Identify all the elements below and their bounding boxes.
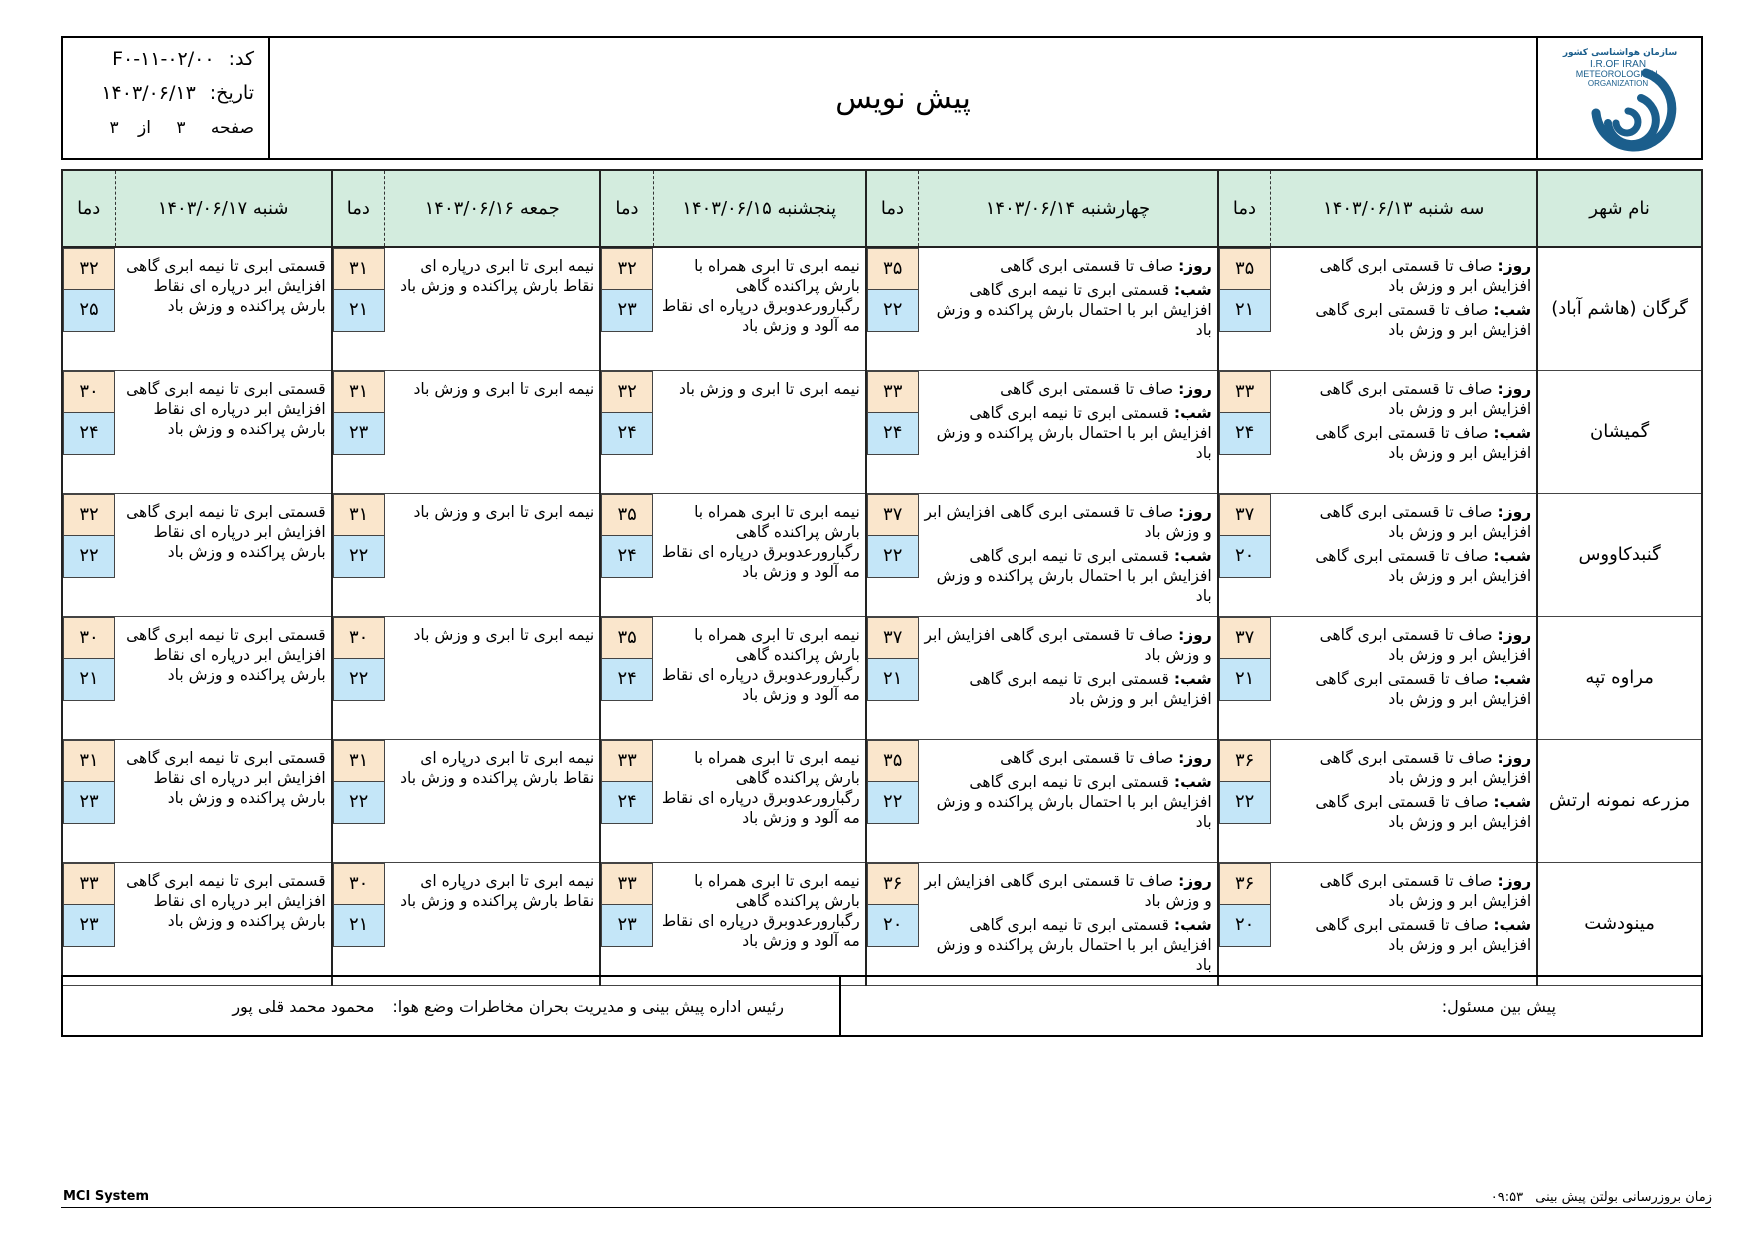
day-forecast — [923, 625, 1212, 665]
forecast-description — [115, 616, 332, 739]
temperature-cell — [62, 247, 115, 370]
day-column-header: جمعه ۱۴۰۳/۰۶/۱۶ — [385, 170, 601, 247]
forecast-text: قسمتی ابری تا نیمه ابری گاهی افزایش ابر درپاره ای نقاط بارش پراکنده و وزش باد — [126, 748, 326, 807]
min-temp: ۲۲ — [333, 659, 385, 701]
night-forecast — [923, 546, 1212, 606]
day-label: روز: — [1178, 379, 1212, 398]
max-temp: ۳۶ — [1219, 863, 1271, 905]
min-temp: ۲۲ — [63, 536, 115, 578]
min-temp: ۲۳ — [333, 413, 385, 455]
temperature-cell — [62, 616, 115, 739]
night-text: قسمتی ابری تا نیمه ابری گاهی افزایش ابر و وزش باد — [969, 669, 1212, 708]
night-text: صاف تا قسمتی ابری گاهی افزایش ابر و وزش باد — [1315, 792, 1532, 831]
temp-column-header: دما — [332, 170, 385, 247]
day-text: صاف تا قسمتی ابری گاهی افزایش ابر و وزش باد — [1319, 502, 1532, 541]
forecast-description — [919, 247, 1218, 370]
min-temp: ۲۲ — [1219, 782, 1271, 824]
forecast-text: قسمتی ابری تا نیمه ابری گاهی افزایش ابر درپاره ای نقاط بارش پراکنده و وزش باد — [126, 625, 326, 684]
forecaster-label: پیش بین مسئول: — [1441, 996, 1556, 1016]
min-temp: ۲۳ — [63, 905, 115, 947]
min-temp: ۲۳ — [63, 782, 115, 824]
day-text: صاف تا قسمتی ابری گاهی افزایش ابر و وزش باد — [1319, 625, 1532, 664]
temp-column-header: دما — [1218, 170, 1271, 247]
temp-column-header: دما — [600, 170, 653, 247]
day-text: صاف تا قسمتی ابری گاهی — [1000, 379, 1174, 398]
night-label: شب: — [1493, 546, 1532, 565]
night-forecast — [1275, 792, 1532, 832]
table-row — [62, 370, 1702, 493]
day-text: صاف تا قسمتی ابری گاهی — [1000, 257, 1174, 275]
forecast-text: نیمه ابری تا ابری درپاره ای نقاط بارش پراکنده و وزش باد — [400, 871, 595, 910]
max-temp: ۳۰ — [333, 863, 385, 905]
min-temp: ۲۲ — [333, 782, 385, 824]
temperature-cell — [332, 616, 385, 739]
min-temp: ۲۲ — [333, 536, 385, 578]
forecast-text: نیمه ابری تا ابری درپاره ای نقاط بارش پراکنده و وزش باد — [400, 748, 595, 787]
max-temp: ۳۵ — [867, 740, 919, 782]
day-label: روز: — [1178, 748, 1212, 767]
min-temp: ۲۲ — [867, 782, 919, 824]
forecast-description — [385, 493, 601, 616]
page-total: ۳ — [109, 118, 119, 138]
day-forecast — [923, 379, 1212, 399]
temperature-cell — [600, 862, 653, 985]
forecast-table — [61, 169, 1703, 986]
head-label: رئیس اداره پیش بینی و مدیریت بحران مخاطرات وضع هوا: — [392, 996, 784, 1016]
temperature-cell — [62, 862, 115, 985]
forecast-text: قسمتی ابری تا نیمه ابری گاهی افزایش ابر درپاره ای نقاط بارش پراکنده و وزش باد — [126, 257, 326, 315]
day-label: روز: — [1497, 625, 1532, 644]
forecast-description — [385, 616, 601, 739]
meteorological-organization-logo-icon — [1546, 43, 1694, 153]
day-text: صاف تا قسمتی ابری گاهی افزایش ابر و وزش باد — [924, 871, 1212, 910]
forecast-description — [919, 493, 1218, 616]
day-forecast — [923, 871, 1212, 911]
logo-en-line1: I.R.OF IRAN — [1589, 59, 1646, 70]
night-text: قسمتی ابری تا نیمه ابری گاهی افزایش ابر با احتمال بارش پراکنده و وزش باد — [936, 403, 1212, 462]
min-temp: ۲۲ — [867, 536, 919, 578]
date-label: تاریخ: — [209, 82, 254, 104]
forecast-text: قسمتی ابری تا نیمه ابری گاهی افزایش ابر درپاره ای نقاط بارش پراکنده و وزش باد — [126, 871, 326, 930]
system-name: MCI System — [63, 1189, 149, 1204]
min-temp: ۲۳ — [601, 290, 653, 332]
forecast-text: نیمه ابری تا ابری و وزش باد — [413, 625, 595, 644]
forecast-text: نیمه ابری تا ابری و وزش باد — [413, 502, 595, 521]
night-forecast — [1275, 669, 1532, 709]
day-forecast — [1275, 871, 1532, 911]
night-label: شب: — [1493, 792, 1532, 811]
day-label: روز: — [1178, 502, 1212, 521]
night-text: صاف تا قسمتی ابری گاهی افزایش ابر و وزش باد — [1315, 915, 1532, 954]
temperature-cell — [1218, 616, 1271, 739]
temperature-cell — [866, 247, 919, 370]
day-label: روز: — [1178, 257, 1212, 275]
max-temp: ۳۳ — [601, 740, 653, 782]
document-header — [61, 36, 1703, 160]
max-temp: ۳۰ — [63, 371, 115, 413]
max-temp: ۳۲ — [601, 248, 653, 290]
city-name: گرگان (هاشم آباد) — [1537, 247, 1702, 370]
temperature-cell — [332, 370, 385, 493]
min-temp: ۲۱ — [867, 659, 919, 701]
night-text: صاف تا قسمتی ابری گاهی افزایش ابر و وزش باد — [1315, 301, 1532, 339]
min-temp: ۲۴ — [601, 536, 653, 578]
signature-footer — [61, 975, 1703, 1037]
night-forecast — [1275, 915, 1532, 955]
day-label: روز: — [1497, 502, 1532, 521]
min-temp: ۲۱ — [1219, 290, 1271, 332]
min-temp: ۲۱ — [1219, 659, 1271, 701]
night-text: قسمتی ابری تا نیمه ابری گاهی افزایش ابر با احتمال بارش پراکنده و وزش باد — [936, 546, 1212, 605]
forecast-text: نیمه ابری تا ابری همراه با بارش پراکنده گاهی رگبارورعدوبرق درپاره ای نقاط مه آلود و وزش باد — [661, 625, 860, 704]
forecast-description — [1271, 370, 1538, 493]
day-text: صاف تا قسمتی ابری گاهی افزایش ابر و وزش باد — [1319, 871, 1532, 910]
max-temp: ۳۶ — [867, 863, 919, 905]
forecast-text: نیمه ابری تا ابری همراه با بارش پراکنده گاهی رگبارورعدوبرق درپاره ای نقاط مه آلود و وزش باد — [661, 257, 860, 335]
city-name: مینودشت — [1537, 862, 1702, 985]
table-row — [62, 739, 1702, 862]
forecast-description — [385, 862, 601, 985]
forecast-description — [115, 247, 332, 370]
max-temp: ۳۰ — [333, 617, 385, 659]
table-row — [62, 616, 1702, 739]
night-text: قسمتی ابری تا نیمه ابری گاهی افزایش ابر با احتمال بارش پراکنده و وزش باد — [936, 772, 1212, 831]
update-time: ۰۹:۵۳ — [1490, 1190, 1524, 1205]
night-forecast — [923, 772, 1212, 832]
bottom-divider — [61, 1207, 1711, 1208]
night-label: شب: — [1493, 301, 1532, 319]
head-box — [63, 977, 839, 1035]
day-label: روز: — [1178, 625, 1212, 644]
night-forecast — [923, 915, 1212, 975]
page-title: پیش نویس — [835, 80, 971, 116]
forecaster-box — [839, 977, 1701, 1035]
min-temp: ۲۰ — [1219, 905, 1271, 947]
document-meta — [63, 38, 270, 158]
forecast-description — [385, 739, 601, 862]
forecast-description — [653, 370, 866, 493]
forecast-text: نیمه ابری تا ابری همراه با بارش پراکنده گاهی رگبارورعدوبرق درپاره ای نقاط مه آلود و وزش باد — [661, 871, 860, 950]
city-column-header: نام شهر — [1537, 170, 1702, 247]
night-label: شب: — [1493, 423, 1532, 442]
forecast-description — [115, 370, 332, 493]
forecast-description — [1271, 493, 1538, 616]
temperature-cell — [600, 493, 653, 616]
day-forecast — [923, 256, 1212, 276]
night-text: صاف تا قسمتی ابری گاهی افزایش ابر و وزش باد — [1315, 423, 1532, 462]
temperature-cell — [866, 493, 919, 616]
night-forecast — [1275, 546, 1532, 586]
temperature-cell — [1218, 862, 1271, 985]
min-temp: ۲۵ — [63, 290, 115, 332]
forecast-text: نیمه ابری تا ابری همراه با بارش پراکنده گاهی رگبارورعدوبرق درپاره ای نقاط مه آلود و وزش باد — [661, 748, 860, 827]
min-temp: ۲۰ — [867, 905, 919, 947]
forecast-description — [1271, 739, 1538, 862]
min-temp: ۲۳ — [601, 905, 653, 947]
table-header-row — [62, 170, 1702, 247]
city-name: مزرعه نمونه ارتش — [1537, 739, 1702, 862]
code-line — [112, 48, 254, 70]
temp-column-header: دما — [62, 170, 115, 247]
max-temp: ۳۱ — [63, 740, 115, 782]
max-temp: ۳۷ — [1219, 494, 1271, 536]
temperature-cell — [332, 862, 385, 985]
page-label: صفحه — [210, 118, 254, 138]
min-temp: ۲۴ — [1219, 413, 1271, 455]
night-label: شب: — [1493, 915, 1532, 934]
max-temp: ۳۳ — [1219, 371, 1271, 413]
day-column-header: شنبه ۱۴۰۳/۰۶/۱۷ — [115, 170, 332, 247]
min-temp: ۲۲ — [867, 290, 919, 332]
night-label: شب: — [1173, 403, 1212, 422]
day-column-header: چهارشنبه ۱۴۰۳/۰۶/۱۴ — [919, 170, 1218, 247]
page-line — [109, 118, 254, 138]
forecast-description — [919, 862, 1218, 985]
forecast-description — [919, 739, 1218, 862]
max-temp: ۳۱ — [333, 494, 385, 536]
temperature-cell — [62, 493, 115, 616]
night-label: شب: — [1173, 669, 1212, 688]
temperature-cell — [866, 616, 919, 739]
day-label: روز: — [1497, 257, 1532, 275]
city-name: گمیشان — [1537, 370, 1702, 493]
logo-en-line2: METEOROLOGICAL — [1575, 69, 1660, 79]
max-temp: ۳۵ — [601, 494, 653, 536]
night-text: صاف تا قسمتی ابری گاهی افزایش ابر و وزش باد — [1315, 669, 1532, 708]
max-temp: ۳۵ — [601, 617, 653, 659]
min-temp: ۲۱ — [333, 290, 385, 332]
temp-column-header: دما — [866, 170, 919, 247]
forecast-text: نیمه ابری تا ابری درپاره ای نقاط بارش پراکنده و وزش باد — [400, 257, 595, 295]
forecast-description — [653, 862, 866, 985]
table-row — [62, 247, 1702, 370]
night-label: شب: — [1173, 915, 1212, 934]
max-temp: ۳۲ — [63, 248, 115, 290]
forecast-description — [1271, 862, 1538, 985]
logo-en-line3: ORGANIZATION — [1587, 79, 1648, 88]
min-temp: ۲۴ — [63, 413, 115, 455]
day-forecast — [923, 502, 1212, 542]
night-text: صاف تا قسمتی ابری گاهی افزایش ابر و وزش باد — [1315, 546, 1532, 585]
day-text: صاف تا قسمتی ابری گاهی — [1000, 748, 1174, 767]
min-temp: ۲۴ — [601, 413, 653, 455]
temperature-cell — [332, 493, 385, 616]
night-forecast — [923, 669, 1212, 709]
temperature-cell — [332, 247, 385, 370]
day-text: صاف تا قسمتی ابری گاهی افزایش ابر و وزش باد — [924, 502, 1212, 541]
max-temp: ۳۵ — [867, 248, 919, 290]
day-forecast — [1275, 256, 1532, 296]
forecast-description — [653, 493, 866, 616]
min-temp: ۲۰ — [1219, 536, 1271, 578]
night-forecast — [923, 403, 1212, 463]
temperature-cell — [62, 739, 115, 862]
day-text: صاف تا قسمتی ابری گاهی افزایش ابر و وزش باد — [1319, 257, 1532, 295]
temperature-cell — [62, 370, 115, 493]
max-temp: ۳۵ — [1219, 248, 1271, 290]
night-label: شب: — [1493, 669, 1532, 688]
max-temp: ۳۷ — [867, 494, 919, 536]
night-forecast — [1275, 423, 1532, 463]
temperature-cell — [600, 739, 653, 862]
temperature-cell — [866, 862, 919, 985]
day-text: صاف تا قسمتی ابری گاهی افزایش ابر و وزش باد — [924, 625, 1212, 664]
min-temp: ۲۴ — [601, 659, 653, 701]
date-value: ۱۴۰۳/۰۶/۱۳ — [101, 82, 196, 104]
forecast-description — [653, 247, 866, 370]
forecast-description — [653, 616, 866, 739]
night-label: شب: — [1173, 546, 1212, 565]
night-text: قسمتی ابری تا نیمه ابری گاهی افزایش ابر با احتمال بارش پراکنده و وزش باد — [936, 915, 1212, 974]
max-temp: ۳۷ — [1219, 617, 1271, 659]
night-label: شب: — [1173, 772, 1212, 791]
forecast-text: قسمتی ابری تا نیمه ابری گاهی افزایش ابر درپاره ای نقاط بارش پراکنده و وزش باد — [126, 379, 326, 438]
day-label: روز: — [1178, 871, 1212, 890]
max-temp: ۳۱ — [333, 248, 385, 290]
min-temp: ۲۴ — [867, 413, 919, 455]
min-temp: ۲۱ — [63, 659, 115, 701]
logo-fa-text: سازمان هواشناسی کشور — [1562, 48, 1677, 58]
min-temp: ۲۱ — [333, 905, 385, 947]
max-temp: ۳۳ — [63, 863, 115, 905]
code-value: F۰-۱۱-۰۲/۰۰ — [112, 48, 215, 70]
forecast-text: نیمه ابری تا ابری همراه با بارش پراکنده گاهی رگبارورعدوبرق درپاره ای نقاط مه آلود و وزش باد — [661, 502, 860, 581]
forecast-description — [919, 370, 1218, 493]
page-of: از — [137, 118, 151, 138]
temperature-cell — [866, 370, 919, 493]
day-forecast — [1275, 625, 1532, 665]
temperature-cell — [1218, 493, 1271, 616]
forecast-description — [919, 616, 1218, 739]
date-line — [101, 82, 254, 104]
day-text: صاف تا قسمتی ابری گاهی افزایش ابر و وزش باد — [1319, 379, 1532, 418]
max-temp: ۳۰ — [63, 617, 115, 659]
head-name: محمود محمد قلی پور — [232, 996, 375, 1016]
night-forecast — [923, 280, 1212, 340]
update-label: زمان بروزرسانی بولتن پیش بینی — [1535, 1190, 1712, 1205]
day-forecast — [1275, 502, 1532, 542]
forecast-description — [1271, 616, 1538, 739]
page-number: ۳ — [176, 118, 186, 138]
forecast-description — [385, 247, 601, 370]
night-forecast — [1275, 300, 1532, 340]
temperature-cell — [1218, 370, 1271, 493]
temperature-cell — [600, 370, 653, 493]
max-temp: ۳۱ — [333, 371, 385, 413]
forecast-text: قسمتی ابری تا نیمه ابری گاهی افزایش ابر درپاره ای نقاط بارش پراکنده و وزش باد — [126, 502, 326, 561]
temperature-cell — [1218, 247, 1271, 370]
forecast-description — [1271, 247, 1538, 370]
temperature-cell — [600, 616, 653, 739]
day-column-header: پنجشنبه ۱۴۰۳/۰۶/۱۵ — [653, 170, 866, 247]
max-temp: ۳۳ — [601, 863, 653, 905]
night-text: قسمتی ابری تا نیمه ابری گاهی افزایش ابر با احتمال بارش پراکنده و وزش باد — [936, 281, 1212, 339]
temperature-cell — [332, 739, 385, 862]
day-forecast — [923, 748, 1212, 768]
temperature-cell — [600, 247, 653, 370]
day-column-header: سه شنبه ۱۴۰۳/۰۶/۱۳ — [1271, 170, 1538, 247]
city-name: مراوه تپه — [1537, 616, 1702, 739]
forecast-description — [115, 739, 332, 862]
max-temp: ۳۳ — [867, 371, 919, 413]
organization-logo — [1536, 38, 1701, 158]
min-temp: ۲۴ — [601, 782, 653, 824]
code-label: کد: — [228, 48, 254, 70]
max-temp: ۳۷ — [867, 617, 919, 659]
forecast-table-body — [62, 247, 1702, 985]
table-row — [62, 862, 1702, 985]
city-name: گنبدکاووس — [1537, 493, 1702, 616]
forecast-description — [653, 739, 866, 862]
forecast-text: نیمه ابری تا ابری و وزش باد — [678, 379, 860, 398]
forecast-description — [385, 370, 601, 493]
day-label: روز: — [1497, 379, 1532, 398]
day-forecast — [1275, 748, 1532, 788]
table-row — [62, 493, 1702, 616]
max-temp: ۳۶ — [1219, 740, 1271, 782]
max-temp: ۳۱ — [333, 740, 385, 782]
temperature-cell — [866, 739, 919, 862]
day-label: روز: — [1497, 748, 1532, 767]
max-temp: ۳۲ — [63, 494, 115, 536]
max-temp: ۳۲ — [601, 371, 653, 413]
day-forecast — [1275, 379, 1532, 419]
temperature-cell — [1218, 739, 1271, 862]
forecast-text: نیمه ابری تا ابری و وزش باد — [413, 379, 595, 398]
forecast-description — [115, 862, 332, 985]
update-time-line — [1491, 1190, 1712, 1205]
forecast-description — [115, 493, 332, 616]
day-label: روز: — [1497, 871, 1532, 890]
night-label: شب: — [1173, 281, 1212, 299]
day-text: صاف تا قسمتی ابری گاهی افزایش ابر و وزش باد — [1319, 748, 1532, 787]
